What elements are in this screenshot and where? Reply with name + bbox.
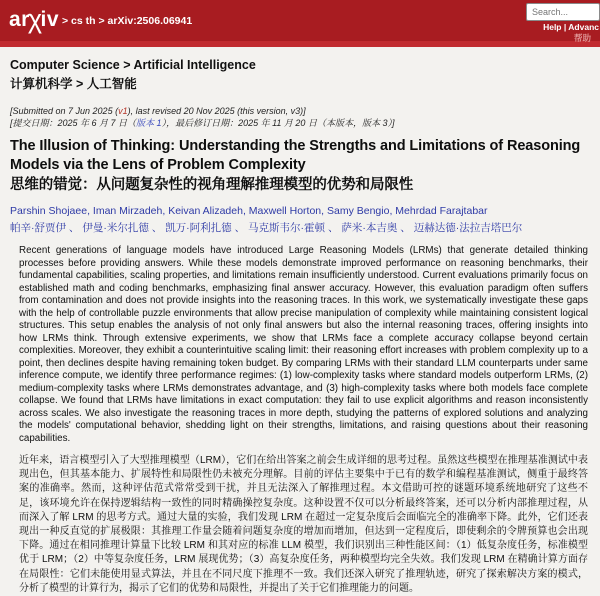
author-link[interactable]: 马克斯韦尔·霍顿 — [248, 222, 326, 234]
authors-zh: 帕辛·舒贾伊 、 伊曼·米尔扎德 、 凯万·阿利扎德 、 马克斯韦尔·霍顿 、 萨米·本吉奥 、 迈赫达德·法拉吉塔巴尔 — [10, 222, 523, 234]
chi-glyph: χ — [27, 4, 43, 34]
paper-title-en: The Illusion of Thinking: Understanding the Strengths and Limitations of Reasoning Models via the Lens of Problem Complexity — [10, 138, 581, 173]
breadcrumb[interactable]: > cs th > arXiv:2506.06941 — [62, 15, 193, 27]
paper-title-zh: 思维的错觉：从问题复杂性的视角理解推理模型的优势和局限性 — [10, 177, 414, 193]
abstract-en: Recent generations of language models have introduced Large Reasoning Models (LRMs) that generate detailed thinking processes before providing answers. While these models demonstrate improved performance on reasoning benchmarks, their fundamental capabilities, scaling properties, and limitations remain insufficiently understood. Current evaluations primarily focus on established math and coding benchmarks, emphasizing final answer accuracy. However, this evaluation paradigm often suffers from contamination and does not provide insights into the reasoning traces. In this work, we systematically investigate these gaps with the help of controllable puzzle environments that allow precise manipulation of complexity while maintaining consistent logical structures. This setup enables the analysis of not only final answers but also the internal reasoning traces, offering insights into how LRMs think. Through extensive experiments, we show that LRMs face a complete accuracy collapse beyond certain complexities. Moreover, they exhibit a counterintuitive scaling limit: their reasoning effort increases with problem complexity up to a point, then declines despite having remaining token budget. By comparing LRMs with their standard LLM counterparts under same inference compute, we identify three performance regimes: (1) low-complexity tasks where standard models outperform LRMs, (2) medium-complexity tasks where LRMs demonstrates advantage, and (3) high-complexity tasks where both models face complete collapse. We found that LRMs have limitations in exact computation: they fail to use explicit algorithms and reason inconsistently across scales. We also investigate the reasoning traces in more depth, studying the patterns of explored solutions and analyzing the models' computational behavior, shedding light on their strengths, limitations, and raising questions about their reasoning capabilities. — [19, 245, 588, 444]
subject-heading-zh: 计算机科学 > 人工智能 — [10, 77, 137, 91]
abstract-zh: 近年来，语言模型引入了大型推理模型（LRM），它们在给出答案之前会生成详细的思考过程。虽然这些模型在推理基准测试中表现出色，但其基本能力、扩展特性和局限性仍未被充分理解。目前的评估主要集中于已有的数学和编程基准测试，侧重于最终答案的准确率。然而，这种评估范式常常受到干扰，并且无法深入了解推理过程。本文借助可控的谜题环境系统地研究了这些不足，该环境允许在保持逻辑结构一致性的同时精确操控复杂度。这种设置不仅可以分析最终答案，还可以分析内部推理过程，从而深入了解 LRM 的思考方式。通过大量的实验，我们发现 LRM 在超过一定复杂度后会面临完全的准确率下降。此外，它们还表现出一种反直觉的扩展极限：其推理工作量会随着问题复杂度的增加而增加，但达到一定程度后，即使剩余的令牌预算也会出现下降。通过在相同推理计算量下比较 LRM 和其对应的标准 LLM 模型，我们识别出三种性能区间：（1）低复杂度任务，标准模型优于 LRM；（2）中等复杂度任务，LRM 展现优势；（3）高复杂度任务，两种模型均完全失效。我们发现 LRM 在精确计算方面存在局限性：它们未能使用显式算法，并且在不同尺度下推理不一致。我们还深入研究了推理轨迹，研究了探索解决方案的模式，分析了模型的计算行为，揭示了它们的优势和局限性，并提出了关于它们推理能力的问题。 — [19, 455, 588, 594]
submission-dateline-zh — [10, 117, 590, 129]
dateline-suffix-zh: ），最后修订日期：2025 年 11 月 20 日（本版本，版本 3）] — [161, 118, 395, 128]
dateline-prefix-zh: [提交日期：2025 年 6 月 7 日（ — [10, 118, 137, 128]
author-link[interactable]: 帕辛·舒贾伊 — [10, 222, 66, 234]
search-input[interactable] — [526, 3, 600, 21]
submission-dateline-en — [10, 105, 590, 117]
site-header — [0, 0, 600, 41]
abs-page-content — [0, 47, 600, 596]
author-link[interactable]: Iman Mirzadeh — [92, 205, 163, 217]
help-advanced-links[interactable]: Help | Advanc — [543, 22, 599, 32]
author-link[interactable]: Maxwell Horton — [248, 205, 322, 217]
author-link[interactable]: 萨米·本吉奥 — [341, 222, 398, 234]
help-link-zh[interactable]: 帮助 — [573, 33, 591, 43]
author-link[interactable]: Mehrdad Farajtabar — [395, 205, 488, 217]
version-link-v1[interactable]: v1 — [118, 106, 128, 116]
author-link[interactable]: 伊曼·米尔扎德 — [82, 222, 149, 234]
authors-en: Parshin Shojaee, Iman Mirzadeh, Keivan Alizadeh, Maxwell Horton, Samy Bengio, Mehrdad Farajtabar — [10, 205, 488, 217]
version-link-v1-zh[interactable]: 版本 1 — [136, 118, 162, 128]
author-link[interactable]: Parshin Shojaee — [10, 205, 88, 217]
author-link[interactable]: 凯万·阿利扎德 — [165, 222, 232, 234]
logo-text-iv: iv — [40, 8, 60, 31]
dateline-suffix: ), last revised 20 Nov 2025 (this version, v3)] — [127, 106, 306, 116]
arxiv-logo[interactable] — [9, 6, 59, 33]
logo-text-ar: ar — [9, 8, 30, 31]
author-link[interactable]: Samy Bengio — [326, 205, 390, 217]
author-link[interactable]: 迈赫达德·法拉吉塔巴尔 — [413, 222, 523, 234]
subject-heading-en: Computer Science > Artificial Intelligence — [10, 58, 256, 72]
dateline-prefix: [Submitted on 7 Jun 2025 ( — [10, 106, 119, 116]
author-link[interactable]: Keivan Alizadeh — [168, 205, 243, 217]
